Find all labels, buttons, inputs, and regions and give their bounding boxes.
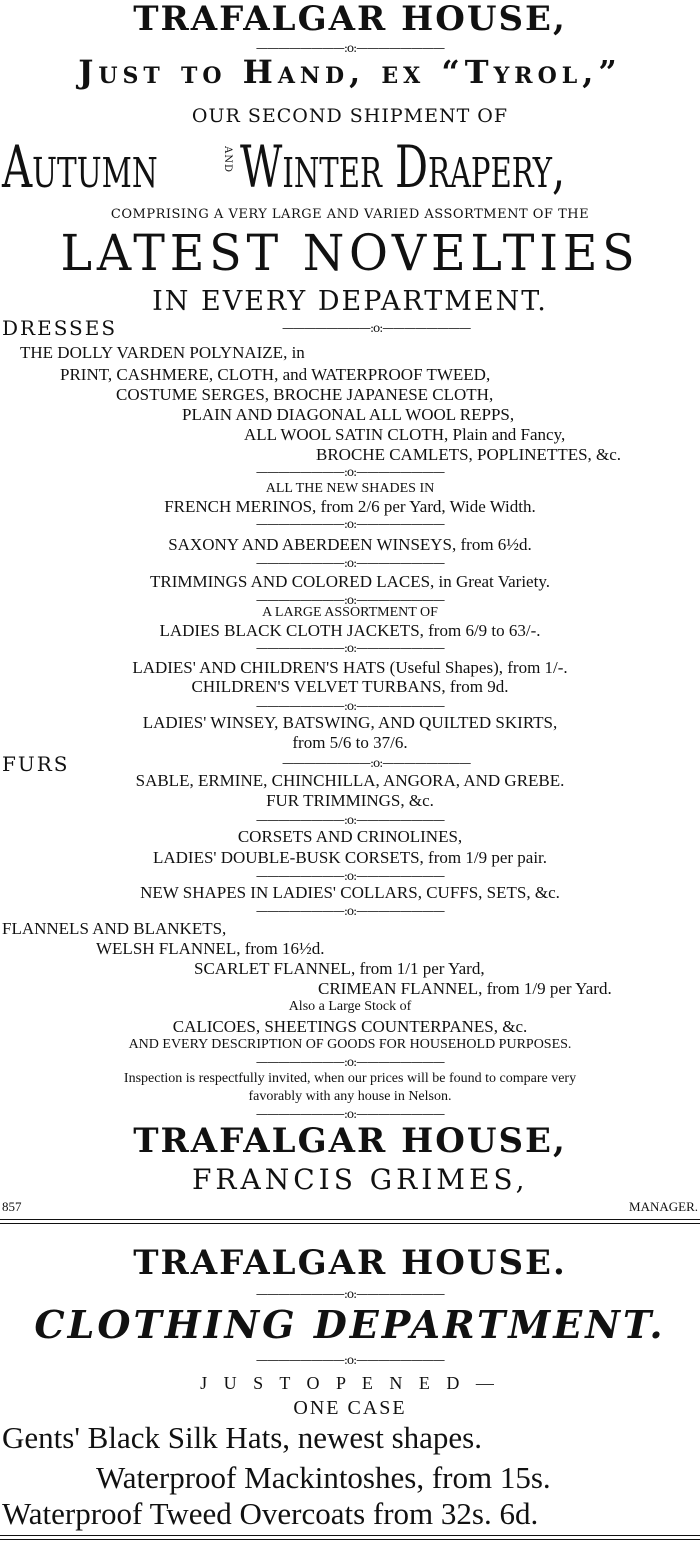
inspection-line: Inspection is respectfully invited, when our prices will be found to compare very (123, 1071, 577, 1086)
turbans-line: CHILDREN'S VELVET TURBANS, from 9d. (191, 677, 509, 696)
winter-drapery-words: Winter Drapery, (240, 133, 566, 201)
separator: ————————:o:———————— (255, 593, 445, 607)
furs-heading: FURS (2, 752, 70, 776)
advertisement-clothing (0, 1226, 700, 1543)
dresses-line: PRINT, CASHMERE, CLOTH, and WATERPROOF TWEED, (60, 365, 491, 384)
separator: ————————:o:———————— (255, 869, 445, 883)
jackets-line: LADIES BLACK CLOTH JACKETS, from 6/9 to 63/-. (159, 621, 541, 640)
clothing-department: CLOTHING DEPARTMENT. (34, 1302, 666, 1347)
silk-hats-line: Gents' Black Silk Hats, newest shapes. (2, 1420, 482, 1455)
and-word: AND (222, 146, 233, 173)
shades-line: ALL THE NEW SHADES IN (265, 481, 435, 496)
busk-line: LADIES' DOUBLE-BUSK CORSETS, from 1/9 per pair. (152, 848, 548, 867)
just-opened: J U S T O P E N E D — (200, 1373, 500, 1393)
headline-autumn-winter (2, 133, 698, 201)
divider-rule (0, 1223, 700, 1224)
winseys-line: SAXONY AND ABERDEEN WINSEYS, from 6½d. (168, 535, 532, 554)
ad-title: TRAFALGAR HOUSE, (133, 0, 567, 39)
latest-novelties: LATEST NOVELTIES (60, 224, 640, 282)
bottom-rule (0, 1539, 700, 1540)
dresses-line: ALL WOOL SATIN CLOTH, Plain and Fancy, (244, 425, 566, 444)
one-case: ONE CASE (293, 1397, 407, 1419)
dresses-line: BROCHE CAMLETS, POPLINETTES, &c. (316, 445, 622, 464)
separator: ————————:o:———————— (255, 1107, 445, 1121)
separator: ————————:o:———————— (255, 904, 445, 918)
separator: ————————:o:———————— (255, 699, 445, 713)
shipment-line: OUR SECOND SHIPMENT OF (191, 105, 509, 127)
calicoes-line: CALICOES, SHEETINGS COUNTERPANES, &c. (172, 1017, 528, 1036)
overcoats-line: Waterproof Tweed Overcoats from 32s. 6d. (2, 1496, 539, 1531)
separator: ————————:o:———————— (255, 813, 445, 827)
separator: ————————:o:———————— (282, 321, 471, 335)
separator: ————————:o:———————— (255, 41, 445, 55)
footer-title: TRAFALGAR HOUSE, (133, 1121, 567, 1161)
hats-line: LADIES' AND CHILDREN'S HATS (Useful Shapes), from 1/-. (132, 658, 568, 677)
furs-line: FUR TRIMMINGS, &c. (266, 791, 434, 810)
inspection-line: favorably with any house in Nelson. (248, 1089, 452, 1104)
ad-number: 857 (2, 1199, 22, 1214)
manager-label: MANAGER. (629, 1199, 698, 1214)
dresses-line: PLAIN AND DIAGONAL ALL WOOL REPPS, (182, 405, 515, 424)
flannels-heading: FLANNELS AND BLANKETS, (2, 919, 227, 938)
also-line: Also a Large Stock of (288, 999, 412, 1014)
every-department: IN EVERY DEPARTMENT. (152, 286, 548, 317)
separator: ————————:o:———————— (255, 641, 445, 655)
separator: ————————:o:———————— (255, 465, 445, 479)
dresses-line: THE DOLLY VARDEN POLYNAIZE, in (20, 343, 305, 362)
flannels-line: SCARLET FLANNEL, from 1/1 per Yard, (194, 959, 485, 978)
corsets-line: CORSETS AND CRINOLINES, (237, 827, 463, 846)
separator: ————————:o:———————— (255, 1055, 445, 1069)
dresses-line: COSTUME SERGES, BROCHE JAPANESE CLOTH, (116, 385, 494, 404)
trimmings-line: TRIMMINGS AND COLORED LACES, in Great Variety. (150, 572, 550, 591)
skirts-price-line: from 5/6 to 37/6. (292, 733, 408, 752)
flannels-line: WELSH FLANNEL, from 16½d. (96, 939, 325, 958)
dresses-heading: DRESSES (2, 316, 118, 340)
separator: ————————:o:———————— (282, 756, 471, 770)
large-assortment-line: A LARGE ASSORTMENT OF (262, 605, 438, 620)
divider-rule (0, 1219, 700, 1220)
household-line: AND EVERY DESCRIPTION OF GOODS FOR HOUSEHOLD PURPOSES. (128, 1037, 572, 1052)
furs-line: SABLE, ERMINE, CHINCHILLA, ANGORA, AND GREBE. (135, 771, 565, 790)
separator: ————————:o:———————— (255, 1353, 445, 1367)
autumn-word: Autumn (2, 133, 158, 201)
bottom-rule (0, 1535, 700, 1536)
collars-line: NEW SHAPES IN LADIES' COLLARS, CUFFS, SETS, &c. (140, 883, 560, 902)
separator: ————————:o:———————— (255, 1287, 445, 1301)
mackintoshes-line: Waterproof Mackintoshes, from 15s. (96, 1460, 551, 1495)
flannels-line: CRIMEAN FLANNEL, from 1/9 per Yard. (318, 979, 612, 998)
merinos-line: FRENCH MERINOS, from 2/6 per Yard, Wide Width. (164, 497, 536, 516)
separator: ————————:o:———————— (255, 517, 445, 531)
manager-name: FRANCIS GRIMES, (192, 1163, 529, 1196)
skirts-line: LADIES' WINSEY, BATSWING, AND QUILTED SKIRTS, (142, 713, 558, 732)
separator: ————————:o:———————— (255, 556, 445, 570)
ad-title: TRAFALGAR HOUSE. (133, 1243, 567, 1283)
comprising-line: COMPRISING A VERY LARGE AND VARIED ASSORTMENT OF THE (110, 207, 590, 222)
arrival-line: Just to Hand, ex “Tyrol,” (78, 53, 622, 91)
